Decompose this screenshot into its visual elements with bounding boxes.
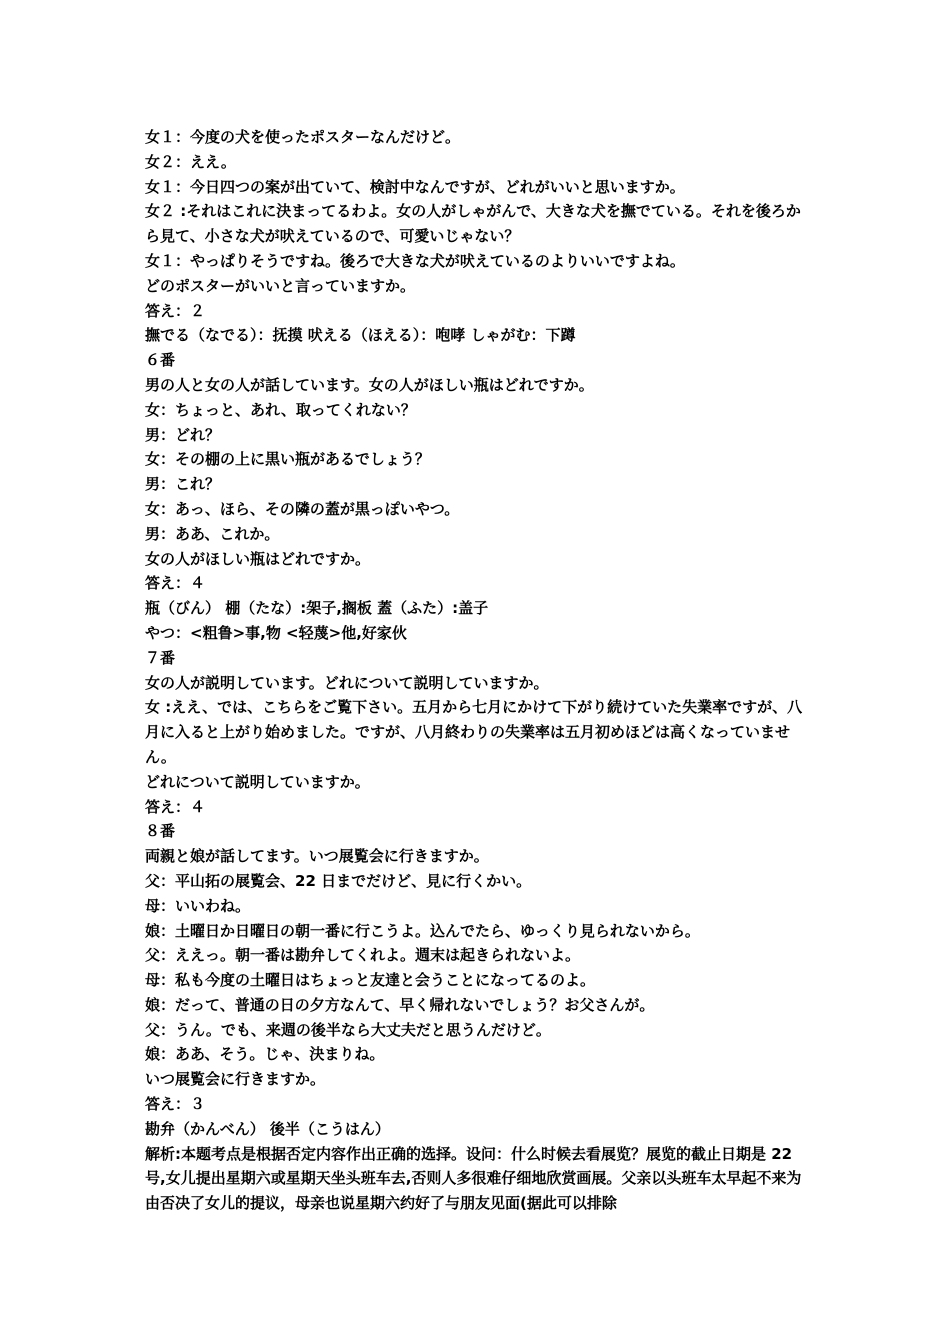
dialogue-line: 父：平山拓の展覧会、22 日までだけど、見に行くかい。: [145, 871, 532, 890]
dialogue-line: 女２ :それはこれに決まってるわよ。女の人がしゃがんで、大きな犬を撫でている。それを後ろから見て、小さな犬が吠えているので、可愛いじゃない？: [145, 202, 801, 246]
question-line: どのポスターがいいと言っていますか。: [145, 276, 416, 295]
vocabulary-line: 勘弁（かんべん） 後半（こうはん）: [145, 1119, 390, 1138]
vocabulary-line: 瓶（びん） 棚（たな）:架子,搁板 蓋（ふた）:盖子: [145, 599, 489, 618]
dialogue-line: 女：ちょっと、あれ、取ってくれない？: [145, 400, 416, 419]
question-line: 男の人と女の人が話しています。女の人がほしい瓶はどれですか。: [145, 375, 594, 394]
dialogue-line: 男：これ？: [145, 475, 221, 494]
dialogue-line: 父：うん。でも、来週の後半なら大丈夫だと思うんだけど。: [145, 1020, 551, 1039]
dialogue-line: 父：ええっ。朝一番は勘弁してくれよ。週末は起きられないよ。: [145, 946, 581, 965]
dialogue-line: 娘：ああ、そう。じゃ、決まりね。: [145, 1045, 385, 1064]
question-line: 女の人がほしい瓶はどれですか。: [145, 549, 371, 568]
dialogue-line: 母：いいわね。: [145, 896, 251, 915]
answer-line: 答え：２: [145, 301, 206, 320]
vocabulary-line: やつ：<粗鲁>事,物 <轻蔑>他,好家伙: [145, 623, 407, 642]
answer-line: 答え：４: [145, 574, 206, 593]
dialogue-line: 女：あっ、ほら、その隣の蓋が黒っぽいやつ。: [145, 499, 460, 518]
vocabulary-line: 撫でる（なでる）：抚摸 吠える（ほえる）：咆哮 しゃがむ：下蹲: [145, 326, 576, 345]
question-line: 両親と娘が話してます。いつ展覧会に行きますか。: [145, 847, 489, 866]
dialogue-line: 女１：今日四つの案が出ていて、検討中なんですが、どれがいいと思いますか。: [145, 177, 685, 196]
question-line: どれについて説明していますか。: [145, 772, 370, 791]
dialogue-line: 娘：だって、普通の日の夕方なんて、早く帰れないでしょう？お父さんが。: [145, 995, 655, 1014]
dialogue-line: 女２：ええ。: [145, 152, 236, 171]
dialogue-line: 男：どれ？: [145, 425, 221, 444]
dialogue-line: 娘：土曜日か日曜日の朝一番に行こうよ。込んでたら、ゆっくり見られないから。: [145, 921, 700, 940]
answer-line: 答え：４: [145, 797, 206, 816]
question-line: いつ展覧会に行きますか。: [145, 1070, 326, 1089]
dialogue-line: 母：私も今度の土曜日はちょっと友達と会うことになってるのよ。: [145, 971, 596, 990]
dialogue-line: 女 :ええ、では、こちらをご覧下さい。五月から七月にかけて下がり続けていた失業率ですが、八月に入ると上がり始めました。ですが、八月終わりの失業率は五月初めほどは高くなっていません。: [145, 698, 803, 766]
analysis-paragraph: 解析:本题考点是根据否定内容作出正确的选择。设问：什么时候去看展览？展览的截止日期是 22 号,女儿提出星期六或星期天坐头班车去,否则人多很难仔细地欣赏画展。父亲以头班车太早起不来为由否决了女儿的提议，母亲也说星期六约好了与朋友见面(据此可以排除: [145, 1144, 802, 1213]
section-heading: ６番: [145, 351, 176, 370]
dialogue-line: 女１：やっぱりそうですね。後ろで大きな犬が吠えているのよりいいですよね。: [145, 251, 685, 270]
dialogue-line: 男：ああ、これか。: [145, 524, 280, 543]
document-body: [145, 125, 815, 1216]
dialogue-line: 女１：今度の犬を使ったポスターなんだけど。: [145, 128, 461, 146]
answer-line: 答え：３: [145, 1095, 206, 1114]
dialogue-line: 女：その棚の上に黒い瓶があるでしょう？: [145, 450, 430, 469]
section-heading: ８番: [145, 822, 176, 841]
question-line: 女の人が説明しています。どれについて説明していますか。: [145, 673, 549, 692]
section-heading: ７番: [145, 648, 176, 667]
